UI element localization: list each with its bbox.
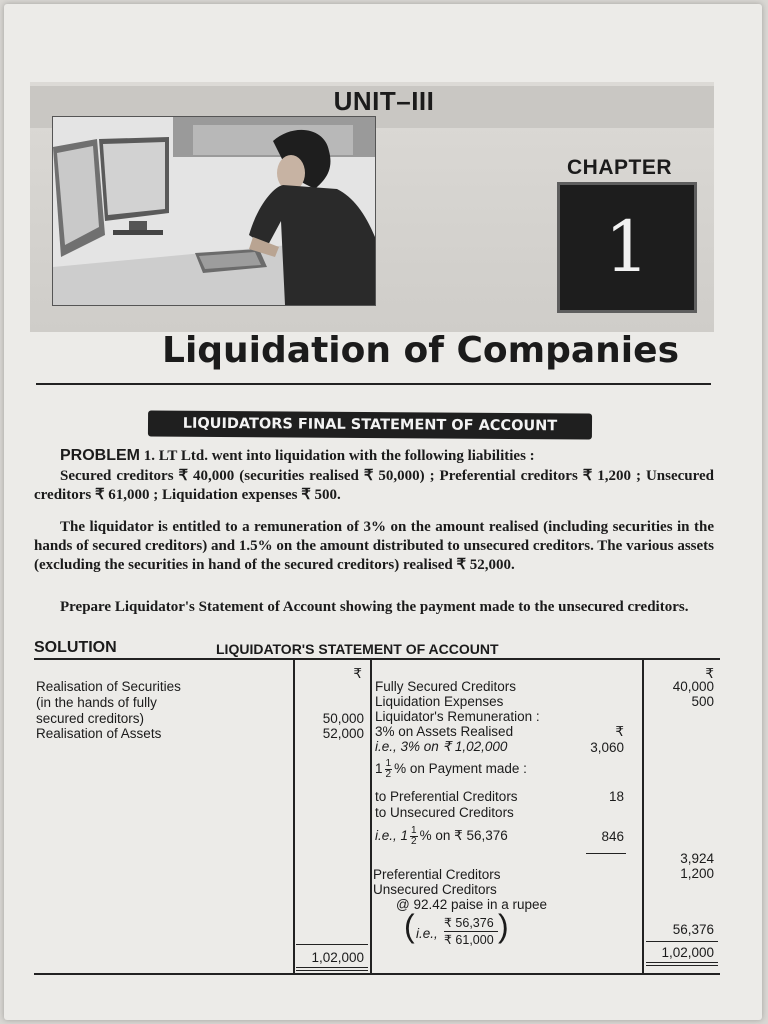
left-line-1: Realisation of Securities	[36, 679, 181, 694]
table-divider-2	[370, 660, 372, 973]
right-total-rule-bottom-1	[646, 962, 718, 963]
problem-paragraph-3: Prepare Liquidator's Statement of Account showing the payment made to the unsecured creditors.	[60, 599, 689, 615]
table-divider-3	[642, 660, 644, 973]
right-ie-ratio-label: i.e.,	[416, 926, 438, 941]
right-pct-assets: 3% on Assets Realised	[375, 724, 514, 739]
amount-remuneration: 3,924	[680, 851, 714, 866]
table-bottom-rule	[34, 973, 720, 975]
right-to-pref: to Preferential Creditors	[375, 789, 518, 804]
ratio-bar	[444, 931, 498, 932]
close-parenthesis: )	[498, 908, 509, 944]
amount-unsec: 56,376	[672, 922, 714, 937]
table-divider-1	[293, 660, 295, 973]
rupee-header-right: ₹	[705, 666, 714, 681]
statement-title: LIQUIDATOR'S STATEMENT OF ACCOUNT	[216, 641, 499, 657]
chapter-label: CHAPTER	[567, 156, 673, 179]
right-paise-line: @ 92.42 paise in a rupee	[396, 897, 548, 912]
amount-pref: 1,200	[680, 866, 714, 881]
title-underline	[36, 383, 711, 385]
right-total: 1,02,000	[661, 945, 714, 960]
left-line-2: (in the hands of fully	[36, 695, 157, 710]
left-total: 1,02,000	[311, 950, 364, 965]
left-total-rule-bottom-2	[296, 970, 368, 971]
section-heading: LIQUIDATORS FINAL STATEMENT OF ACCOUNT	[148, 410, 592, 439]
amount-liq-expenses: 500	[691, 694, 714, 709]
right-ie-unsec: i.e., 1 $\frac{1}{2}$ % on ₹ 56,376	[375, 825, 508, 847]
woman-at-computer-illustration	[53, 117, 375, 305]
right-liq-expenses: Liquidation Expenses	[375, 694, 504, 709]
chapter-number: 1	[560, 185, 694, 310]
left-amount-assets: 52,000	[322, 726, 364, 741]
right-total-rule-bottom-2	[646, 965, 718, 966]
problem-intro: 1. LT Ltd. went into liquidation with the following liabilities :	[143, 448, 535, 464]
right-sub-rupee: ₹	[615, 724, 624, 739]
right-fully-secured: Fully Secured Creditors	[375, 679, 517, 694]
problem-paragraph-2: The liquidator is entitled to a remuneration of 3% on the amount realised (including securities in the hands of secured creditors) and 1.5% on the amount distributed to unsecured creditors. The various assets (excluding the securities in hand of the secured creditors) realised ₹ 52,000.	[34, 519, 714, 573]
fraction-one-half: $\frac{1}{2}$	[385, 758, 392, 780]
left-line-4: Realisation of Assets	[36, 726, 162, 741]
amount-fully-secured: 40,000	[672, 679, 714, 694]
left-total-rule-top	[296, 944, 368, 945]
right-to-unsec: to Unsecured Creditors	[375, 805, 514, 820]
open-parenthesis: (	[404, 908, 415, 944]
problem-paragraph-1	[34, 446, 714, 466]
ratio-denominator: ₹ 61,000	[444, 933, 494, 947]
right-ie-unsec-amount: 846	[601, 829, 624, 844]
unit-title: UNIT–III	[333, 86, 435, 116]
right-pref-creditors: Preferential Creditors	[373, 867, 501, 882]
table-top-rule	[34, 658, 720, 660]
right-liq-remuneration: Liquidator's Remuneration :	[375, 709, 540, 724]
problem-label: PROBLEM	[60, 447, 140, 464]
fraction-one-half: $\frac{1}{2}$	[411, 825, 417, 847]
subtotal-rule	[586, 853, 626, 854]
left-amount-securities: 50,000	[322, 711, 364, 726]
rupee-header-left: ₹	[353, 666, 362, 681]
right-to-pref-amount: 18	[608, 789, 624, 804]
left-total-rule-bottom-1	[296, 967, 368, 968]
right-payment-made: 1 $\frac{1}{2}$ % on Payment made :	[375, 758, 527, 780]
right-total-rule-top	[646, 941, 718, 942]
solution-label: SOLUTION	[34, 639, 117, 656]
problem-liabilities: Secured creditors ₹ 40,000 (securities realised ₹ 50,000) ; Preferential creditors ₹ 1,200 ; Unsecured creditors ₹ 61,000 ; Liquidation expenses ₹ 500.	[34, 468, 714, 503]
right-unsec-creditors: Unsecured Creditors	[373, 882, 497, 897]
right-ie-3pct-amount: 3,060	[590, 740, 624, 755]
office-photo	[52, 116, 376, 306]
right-ie-3pct: i.e., 3% on ₹ 1,02,000	[375, 739, 508, 754]
ratio-numerator: ₹ 56,376	[444, 916, 494, 930]
page-title: Liquidation of Companies	[162, 330, 679, 371]
left-line-3: secured creditors)	[36, 711, 145, 726]
